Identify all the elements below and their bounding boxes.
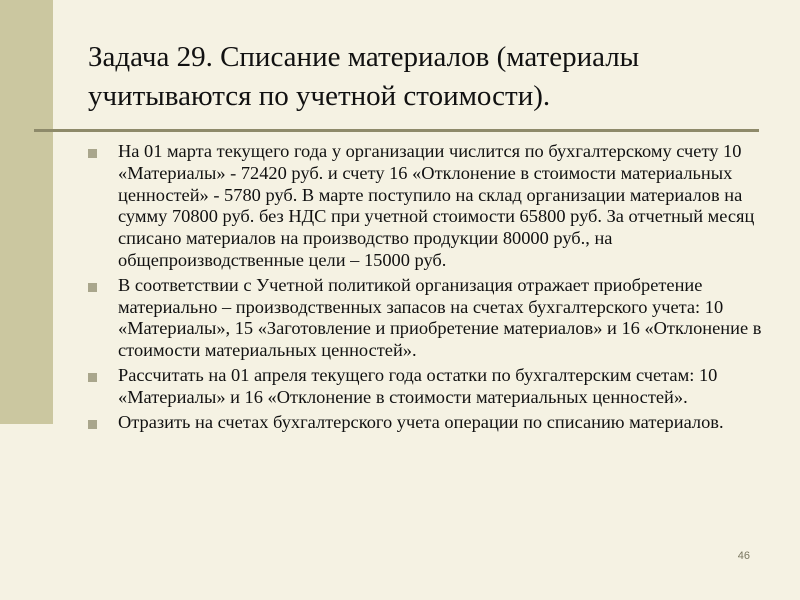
square-bullet-icon [88,149,97,158]
page-number: 46 [737,550,750,562]
bullet-text-3: Рассчитать на 01 апреля текущего года остатки по бухгалтерским счетам: 10 «Материалы» и 16 «Отклонение в стоимости материальных ценностей». [118,364,718,407]
decorative-side-bar [0,0,53,424]
square-bullet-icon [88,420,97,429]
bullet-list [88,141,768,436]
slide-title: Задача 29. Списание материалов (материалы учитываются по учетной стоимости). [88,41,640,112]
bullet-text-4: Отразить на счетах бухгалтерского учета операции по списанию материалов. [118,411,724,432]
bullet-text-2: В соответствии с Учетной политикой организация отражает приобретение материально – производственных запасов на счетах бухгалтерского учета: 10 «Материалы», 15 «Заготовление и приобретение материалов» и 16 «Отклонение в стоимости материальных ценностей». [118,274,762,361]
bullet-item-4 [88,412,768,434]
title-divider [34,129,759,132]
bullet-item-1 [88,141,768,272]
square-bullet-icon [88,373,97,382]
bullet-item-3 [88,365,768,409]
bullet-item-2 [88,275,768,362]
square-bullet-icon [88,283,97,292]
bullet-text-1: На 01 марта текущего года у организации числится по бухгалтерскому счету 10 «Материалы» - 72420 руб. и счету 16 «Отклонение в стоимости материальных ценностей» - 5780 руб. В марте поступило на склад организации материалов на сумму 70800 руб. без НДС при учетной стоимости 65800 руб. За отчетный месяц списано материалов на производство продукции 80000 руб., на общепроизводственные цели – 15000 руб. [118,141,755,270]
